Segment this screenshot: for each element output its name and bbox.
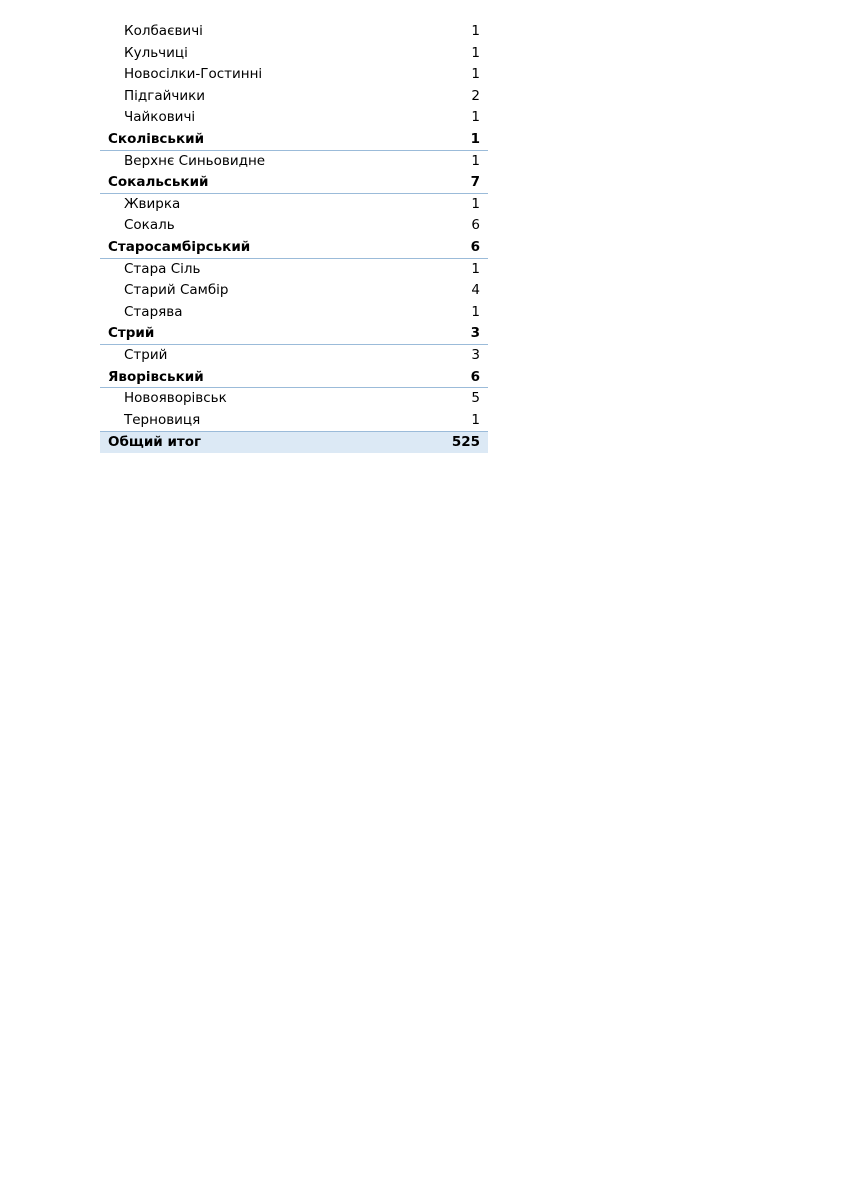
table-row bbox=[100, 151, 488, 173]
group-value: 6 bbox=[470, 238, 480, 255]
row-value: 1 bbox=[471, 66, 480, 83]
group-value: 6 bbox=[470, 368, 480, 385]
table-row bbox=[100, 107, 488, 129]
row-label: Стрий bbox=[124, 346, 168, 363]
grand-total-value: 525 bbox=[451, 434, 480, 451]
row-value: 1 bbox=[471, 195, 480, 212]
group-label: Сколівський bbox=[108, 130, 205, 147]
row-value: 1 bbox=[471, 260, 480, 277]
grand-total-row bbox=[100, 431, 488, 453]
table-row bbox=[100, 259, 488, 281]
table-row bbox=[100, 215, 488, 237]
row-label: Підгайчики bbox=[124, 87, 206, 104]
row-value: 1 bbox=[471, 152, 480, 169]
row-value: 3 bbox=[471, 346, 480, 363]
grand-total-label: Общий итог bbox=[108, 434, 202, 451]
group-value: 1 bbox=[470, 130, 480, 147]
row-value: 5 bbox=[471, 390, 480, 407]
group-label: Старосамбірський bbox=[108, 238, 251, 255]
row-label: Старий Самбір bbox=[124, 282, 229, 299]
table-row bbox=[100, 302, 488, 324]
row-label: Жвирка bbox=[124, 195, 181, 212]
row-label: Верхнє Синьовидне bbox=[124, 152, 266, 169]
table-row bbox=[100, 86, 488, 108]
group-row bbox=[100, 172, 488, 194]
row-label: Новосілки-Гостинні bbox=[124, 66, 263, 83]
group-row bbox=[100, 237, 488, 259]
row-value: 1 bbox=[471, 23, 480, 39]
table-row bbox=[100, 64, 488, 86]
group-row bbox=[100, 129, 488, 151]
group-value: 3 bbox=[470, 325, 480, 342]
row-value: 1 bbox=[471, 44, 480, 61]
row-label: Новояворівськ bbox=[124, 390, 227, 407]
row-label: Старява bbox=[124, 303, 183, 320]
group-label: Стрий bbox=[108, 325, 155, 342]
row-value: 1 bbox=[471, 303, 480, 320]
group-row bbox=[100, 367, 488, 389]
row-label: Колбаєвичі bbox=[124, 23, 203, 39]
group-label: Сокальський bbox=[108, 174, 209, 191]
row-label: Чайковичі bbox=[124, 109, 196, 126]
table-row bbox=[100, 410, 488, 432]
row-label: Сокаль bbox=[124, 217, 175, 234]
row-label: Кульчиці bbox=[124, 44, 188, 61]
row-value: 2 bbox=[471, 87, 480, 104]
table-row bbox=[100, 194, 488, 216]
row-value: 6 bbox=[471, 217, 480, 234]
table-row bbox=[100, 388, 488, 410]
pivot-table bbox=[100, 21, 488, 453]
row-value: 1 bbox=[471, 109, 480, 126]
table-row bbox=[100, 345, 488, 367]
row-value: 1 bbox=[471, 411, 480, 428]
group-row bbox=[100, 323, 488, 345]
table-row bbox=[100, 280, 488, 302]
table-row bbox=[100, 21, 488, 43]
table-row bbox=[100, 43, 488, 65]
row-value: 4 bbox=[471, 282, 480, 299]
group-label: Яворівський bbox=[108, 368, 204, 385]
row-label: Терновиця bbox=[124, 411, 201, 428]
row-label: Стара Сіль bbox=[124, 260, 201, 277]
group-value: 7 bbox=[470, 174, 480, 191]
